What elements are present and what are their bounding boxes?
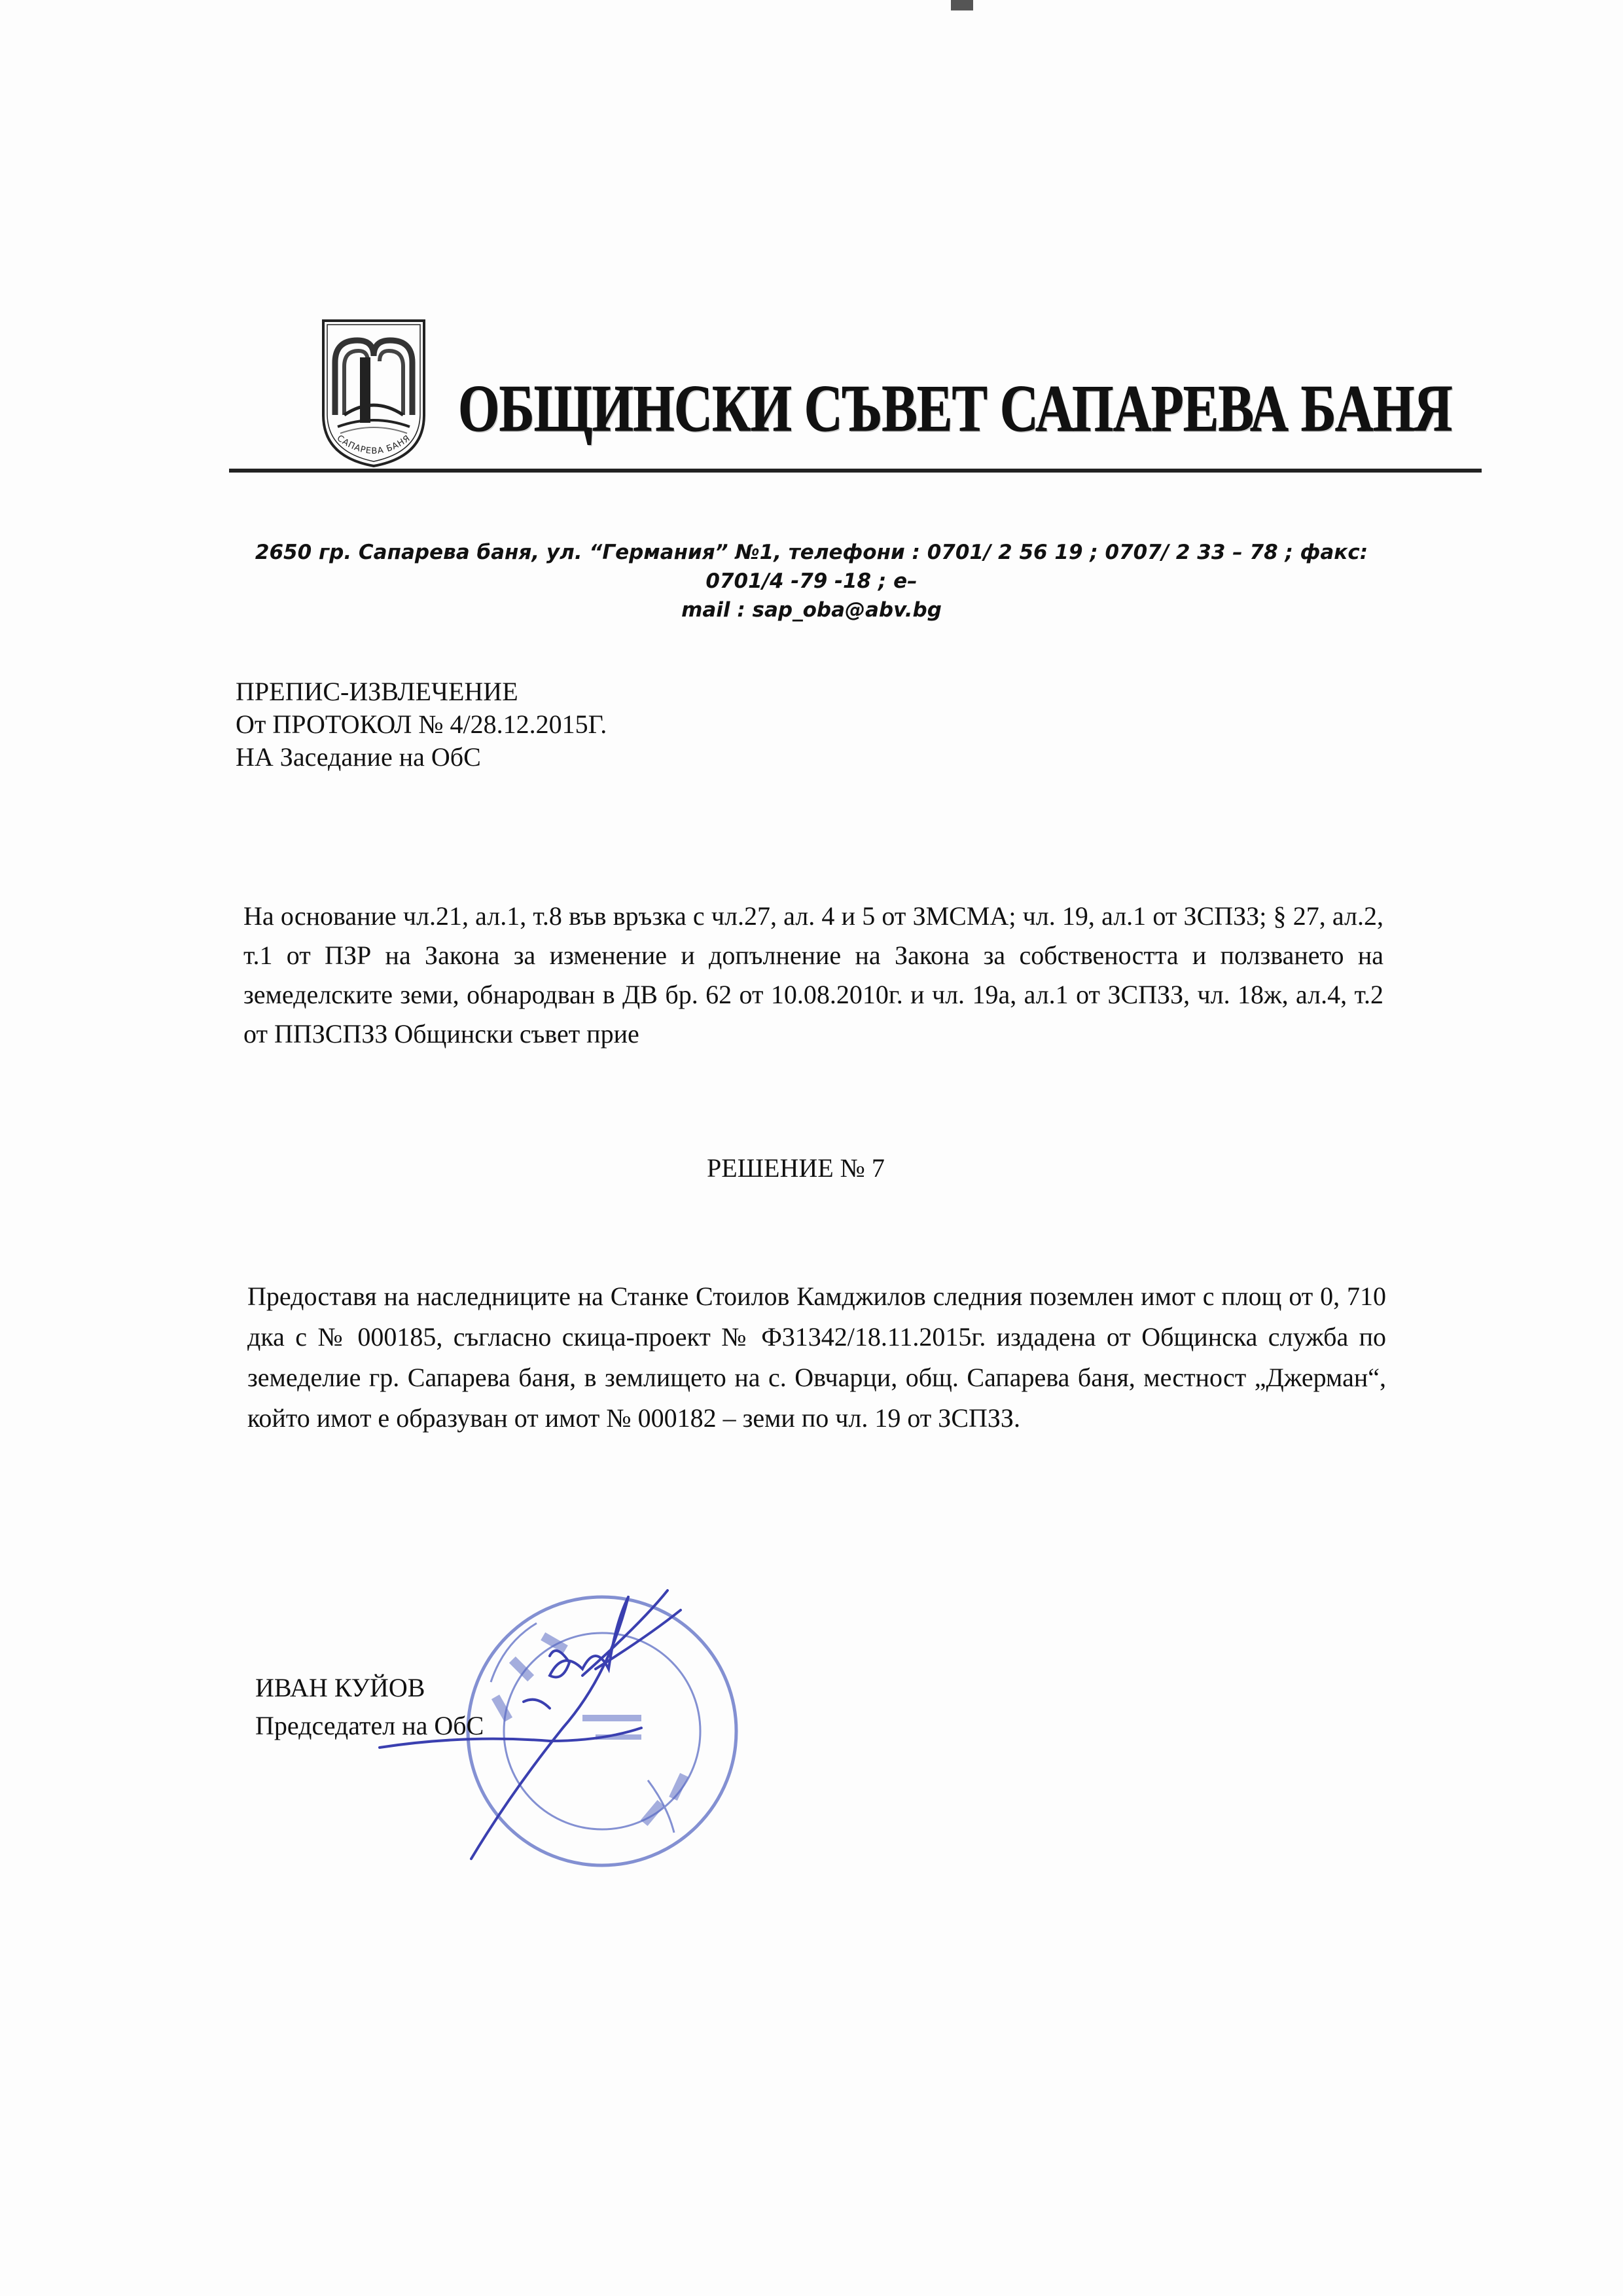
decision-paragraph: Предоставя на наследниците на Станке Стоилов Камджилов следния поземлен имот с площ от 0, 710 дка с № 000185, съгласно скица-проект № Ф31342/18.11.2015г. издадена от Общинска служба по земеделие гр. Сапарева баня, в землището на с. Овчарци, общ. Сапарева баня, местност „Джерман“, който имот е образуван от имот № 000182 – земи по чл. 19 от ЗСПЗЗ. [247,1282,1386,1433]
heading-line-3: НА Заседание на ОбС [236,742,481,772]
signer-name: ИВАН КУЙОВ [255,1673,425,1702]
crest-text: САПАРЕВА БАНЯ [334,433,413,457]
handwritten-signature [366,1584,733,1872]
decision-title: РЕШЕНИЕ № 7 [707,1153,885,1183]
address-line-2: mail : sap_oba@abv.bg [681,598,942,622]
address-line-1: 2650 гр. Сапарева баня, ул. “Германия” №1, телефони : 0701/ 2 56 19 ; 0707/ 2 33 – 78 ; факс: 0701/4 -79 -18 ; e– [255,541,1368,593]
legal-basis-paragraph: На основание чл.21, ал.1, т.8 във връзка с чл.27, ал. 4 и 5 от ЗМСМА; чл. 19, ал.1 от ЗСПЗЗ; § 27, ал.2, т.1 от ПЗР на Закона за изменение и допълнение на Закона за собствеността и ползването на земеделските земи, обнародван в ДВ бр. 62 от 10.08.2010г. и чл. 19а, ал.1 от ЗСПЗЗ, чл. 18ж, ал.4, т.2 от ППЗСПЗЗ Общински съвет прие [243,901,1383,1049]
contact-address [216,538,1407,624]
municipality-crest-logo [318,317,429,469]
signer-title: Председател на ОбС [255,1711,484,1740]
letterhead-divider [229,469,1482,473]
scan-artifact [951,0,973,10]
heading-line-1: ПРЕПИС-ИЗВЛЕЧЕНИЕ [236,677,518,706]
organization-name: ОБЩИНСКИ СЪВЕТ САПАРЕВА БАНЯ [458,372,1452,446]
document-heading [236,675,607,774]
heading-line-2: От ПРОТОКОЛ № 4/28.12.2015Г. [236,709,607,739]
svg-text:САПАРЕВА БАНЯ [335,433,412,456]
